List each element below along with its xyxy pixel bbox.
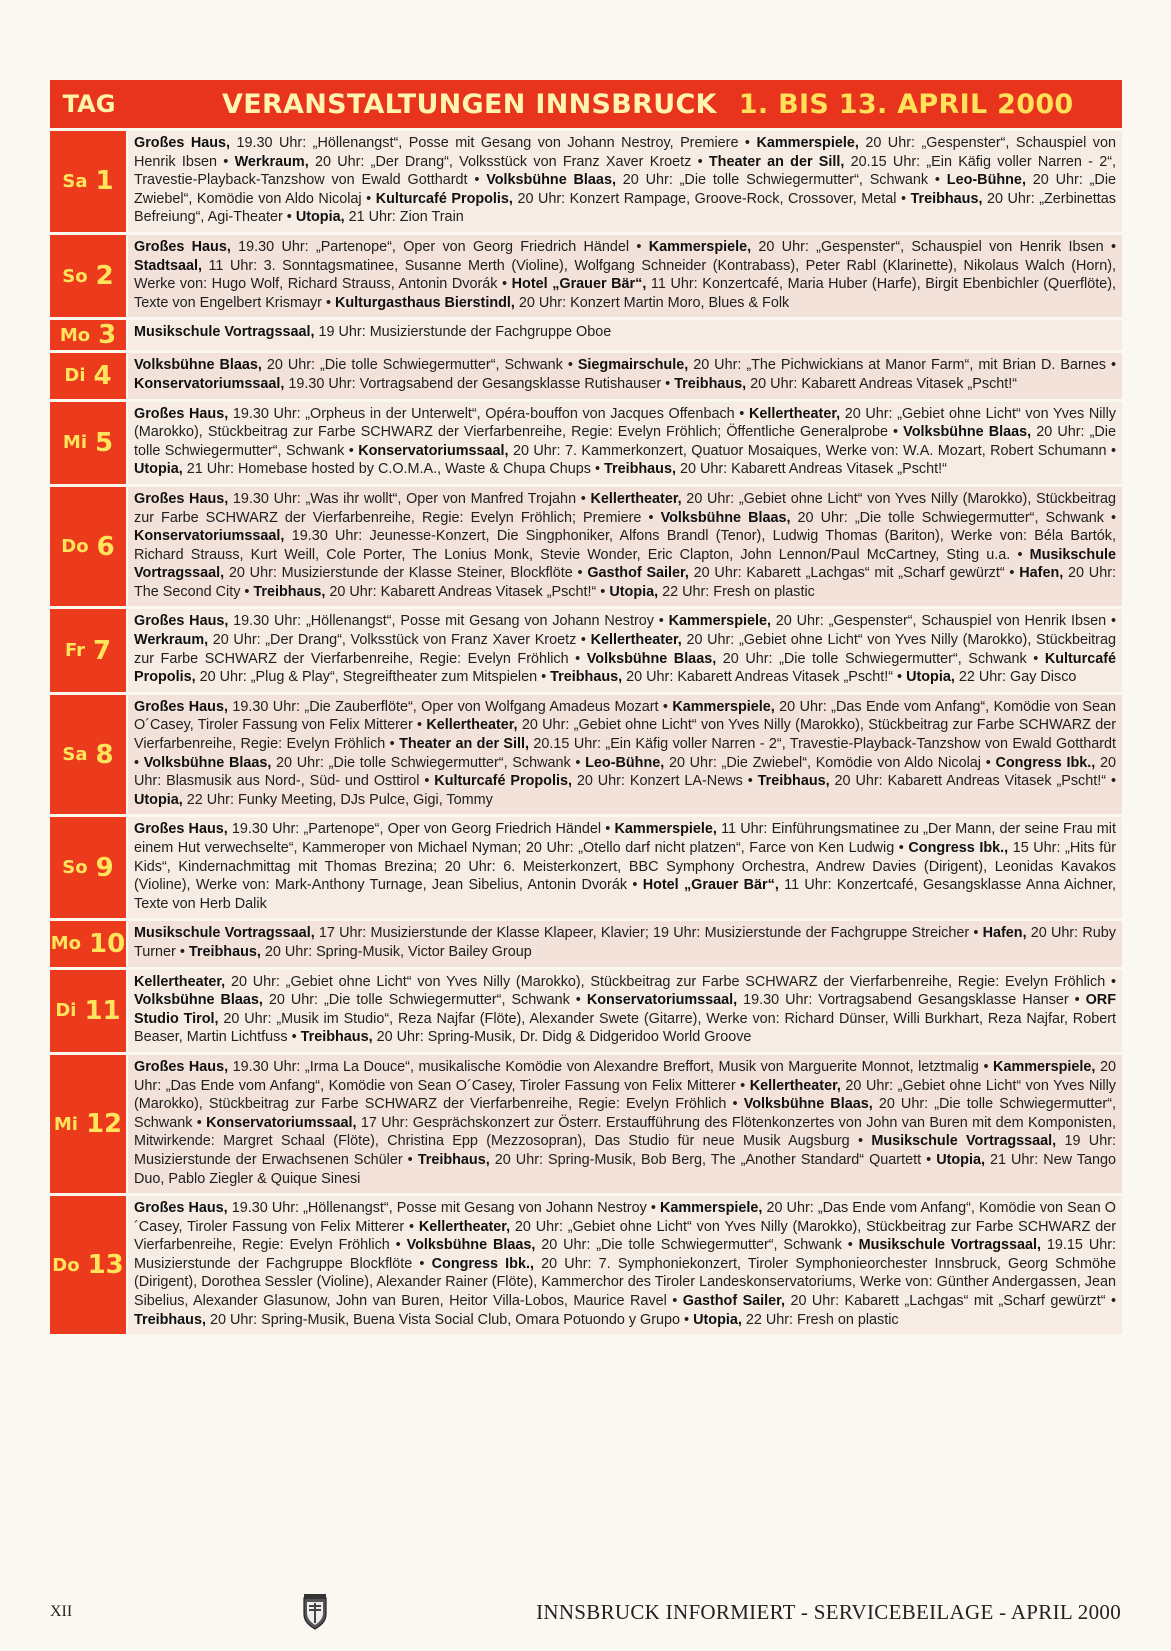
day-number: 8: [95, 739, 114, 770]
venue-name: Utopia,: [906, 669, 955, 686]
event-details: 20 Uhr: Spring-Musik, Victor Bailey Group: [260, 943, 532, 960]
event-details: 20 Uhr: Ruby Turner •: [134, 925, 1116, 960]
event-details: 20 Uhr: 7. Symphoniekonzert, Tiroler Symphonieorchester Innsbruck, Georg Schmöhe (Dirigent), Dorothea Sessler (Violine), Alexander Rainer (Flöte), Kammerchor des Tiroler Landeskonservatoriums, Werke von: Günther Andergassen, Jean Sibelius, Alexander Glasunow, John van Buren, Heitor Villa-Lobos, Maurice Ravel •: [134, 1255, 1116, 1310]
event-details: 20 Uhr: Spring-Musik, Buena Vista Social Club, Omara Potuondo y Grupo •: [205, 1311, 694, 1328]
event-details: 11 Uhr: Einführungsmatinee zu „Der Mann, der seine Frau mit einem Hut verwechselte“, Kammeroper von Michael Nyman; 20 Uhr: „Otello darf nicht platzen“, Farce von Ken Ludwig •: [134, 821, 1116, 856]
venue-name: Gasthof Sailer,: [682, 1293, 785, 1310]
event-details: 20 Uhr: Spring-Musik, Dr. Didg & Didgeridoo World Groove: [372, 1029, 752, 1046]
day-events: [128, 402, 1122, 484]
day-row: [50, 399, 1122, 484]
weekday-label: Di: [55, 1000, 77, 1022]
day-cell: [50, 487, 128, 607]
day-row: [50, 918, 1122, 966]
day-cell: [50, 402, 128, 484]
venue-name: Musikschule Vortragssaal,: [134, 546, 1116, 582]
event-details: 22 Uhr: Gay Disco: [954, 669, 1077, 686]
venue-name: ORF Studio Tirol,: [134, 992, 1116, 1027]
event-details: 22 Uhr: Fresh on plastic: [658, 583, 815, 600]
event-details: 20 Uhr: „Die tolle Schwiegermutter“, Schwank •: [262, 992, 587, 1009]
venue-name: Großes Haus,: [134, 405, 229, 422]
venue-name: Theater an der Sill,: [708, 153, 845, 170]
day-row: [50, 1193, 1122, 1334]
venue-name: Volksbühne Blaas,: [134, 357, 262, 374]
event-details: 20 Uhr: „Gespenster“, Schauspiel von Henrik Ibsen •: [751, 238, 1116, 255]
venue-name: Hotel „Grauer Bär“,: [642, 877, 779, 894]
venue-name: Hafen,: [1019, 565, 1064, 582]
event-details: 21 Uhr: New Tango Duo, Pablo Ziegler & Quique Sinesi: [134, 1151, 1116, 1187]
event-details: 20 Uhr: Kabarett „Lachgas“ mit „Scharf gewürzt“ •: [784, 1293, 1116, 1310]
day-rows: [50, 128, 1122, 1334]
day-events: [128, 1055, 1122, 1193]
venue-name: Volksbühne Blaas,: [660, 509, 791, 526]
venue-name: Kulturcafé Propolis,: [375, 190, 513, 207]
venue-name: Großes Haus,: [134, 1200, 228, 1217]
day-cell: [50, 320, 128, 350]
event-details: 20 Uhr: Spring-Musik, Bob Berg, The „Another Standard“ Quartett •: [489, 1151, 937, 1168]
event-details: 19.30 Uhr: „Partenope“, Oper von Georg Friedrich Händel •: [227, 821, 615, 838]
event-details: 22 Uhr: Funky Meeting, DJs Pulce, Gigi, Tommy: [182, 791, 493, 808]
event-details: 20 Uhr: „Die tolle Schwiegermutter“, Schwank •: [134, 1096, 1116, 1131]
event-details: 20 Uhr: „Die tolle Schwiegermutter“, Schwank •: [790, 509, 1116, 526]
venue-name: Kammerspiele,: [648, 238, 752, 255]
header-date-range: 1. BIS 13. APRIL 2000: [738, 88, 1074, 120]
venue-name: Siegmairschule,: [577, 357, 689, 374]
event-details: 20 Uhr: „Gebiet ohne Licht“ von Yves Nilly (Marokko), Stückbeitrag zur Farbe SCHWARZ der Vierfarbenreihe, Regie: Evelyn Fröhlich •: [134, 632, 1116, 667]
venue-name: Hafen,: [982, 925, 1027, 942]
event-details: 20 Uhr: Kabarett Andreas Vitasek „Pscht!“ •: [325, 583, 610, 600]
event-details: 20 Uhr: „Die tolle Schwiegermutter“, Schwank •: [535, 1237, 859, 1254]
venue-name: Volksbühne Blaas,: [743, 1096, 873, 1113]
event-details: 20 Uhr: „Musik im Studio“, Reza Najfar (Flöte), Alexander Swete (Gitarre), Werke von: Richard Dünser, Willi Burkhart, Reza Najfar, Robert Beaser, Martin Lichtfuss •: [134, 1010, 1116, 1046]
event-details: 20 Uhr: „Das Ende vom Anfang“, Komödie von Sean O´Casey, Tiroler Fassung von Felix Mitterer •: [134, 698, 1116, 734]
venue-name: Treibhaus,: [188, 943, 261, 960]
event-details: 20 Uhr: „Plug & Play“, Stegreiftheater zum Mitspielen •: [195, 669, 551, 686]
event-details: 21 Uhr: Zion Train: [344, 209, 464, 226]
venue-name: Musikschule Vortragssaal,: [858, 1237, 1042, 1254]
day-events: [128, 970, 1122, 1052]
venue-name: Musikschule Vortragssaal,: [134, 324, 315, 341]
event-details: 20 Uhr: Kabarett Andreas Vitasek „Pscht!“ •: [622, 669, 907, 686]
page-footer: [50, 1594, 1121, 1630]
venue-name: Musikschule Vortragssaal,: [134, 925, 315, 942]
event-details: 20 Uhr: Konzert Rampage, Groove-Rock, Crossover, Metal •: [512, 190, 911, 207]
event-details: 20 Uhr: Kabarett Andreas Vitasek „Pscht!“ •: [829, 773, 1116, 790]
event-details: 20 Uhr: „Gespenster“, Schauspiel von Henrik Ibsen •: [770, 613, 1116, 630]
venue-name: Treibhaus,: [550, 669, 623, 686]
event-details: 19.30 Uhr: Vortragsabend der Gesangsklasse Rutishauser •: [284, 375, 675, 392]
day-row: [50, 484, 1122, 607]
day-cell: [50, 921, 128, 966]
day-number: 13: [87, 1250, 124, 1281]
venue-name: Großes Haus,: [134, 135, 231, 151]
venue-name: Utopia,: [134, 791, 183, 808]
venue-name: Konservatoriumssaal,: [358, 442, 509, 459]
venue-name: Großes Haus,: [134, 490, 229, 507]
venue-name: Konservatoriumssaal,: [134, 375, 285, 392]
weekday-label: Sa: [62, 170, 88, 192]
event-details: 20 Uhr: „Die tolle Schwiegermutter“, Schwank •: [271, 754, 586, 771]
event-details: 19.30 Uhr: „Was ihr wollt“, Oper von Manfred Trojahn •: [228, 490, 591, 507]
day-row: [50, 317, 1122, 350]
venue-name: Kellertheater,: [426, 717, 518, 734]
venue-name: Kulturcafé Propolis,: [134, 650, 1116, 686]
venue-name: Utopia,: [693, 1311, 742, 1328]
event-details: 20 Uhr: „Gebiet ohne Licht“ von Yves Nilly (Marokko), Stückbeitrag zur Farbe SCHWARZ der Vierfarbenreihe, Regie: Evelyn Fröhlich •: [134, 1077, 1116, 1113]
venue-name: Volksbühne Blaas,: [586, 650, 717, 667]
venue-name: Kellertheater,: [418, 1218, 511, 1235]
event-details: 17 Uhr: Gesprächskonzert zur Österr. Erstaufführung des Flötenkonzertes von John van Buren mit dem Komponisten, Mitwirkende: Margret Schaal (Flöte), Christina Epp (Mezzosopran), Das Studio für neue Musik Augsburg •: [134, 1114, 1116, 1150]
event-details: 19.30 Uhr: „Orpheus in der Unterwelt“, Opéra-bouffon von Jacques Offenbach •: [228, 405, 749, 422]
venue-name: Theater an der Sill,: [399, 736, 530, 753]
venue-name: Konservatoriumssaal,: [134, 528, 285, 545]
weekday-label: Mo: [50, 933, 82, 955]
event-details: 19.30 Uhr: Vortragsabend Gesangsklasse Hanser •: [737, 992, 1086, 1009]
venue-name: Kellertheater,: [749, 1077, 841, 1094]
venue-name: Treibhaus,: [910, 190, 983, 207]
event-details: 20 Uhr: Musizierstunde der Klasse Steiner, Blockflöte •: [224, 565, 588, 582]
venue-name: Kellertheater,: [590, 490, 682, 507]
event-details: 20 Uhr: „Das Ende vom Anfang“, Komödie von Sean O´Casey, Tiroler Fassung von Felix Mitterer •: [134, 1058, 1116, 1094]
day-events: [128, 320, 1122, 350]
event-details: 20 Uhr: „Gebiet ohne Licht“ von Yves Nilly (Marokko), Stückbeitrag zur Farbe SCHWARZ der Vierfarbenreihe, Regie: Evelyn Fröhlich •: [134, 1218, 1116, 1254]
venue-name: Utopia,: [134, 461, 183, 478]
weekday-label: Mo: [59, 324, 91, 346]
city-crest-icon: [302, 1594, 328, 1630]
day-row: [50, 232, 1122, 317]
venue-name: Volksbühne Blaas,: [143, 754, 272, 771]
day-number: 5: [95, 427, 114, 458]
venue-name: Leo-Bühne,: [946, 172, 1026, 189]
weekday-label: Di: [64, 365, 86, 387]
event-details: 20 Uhr: „Der Drang“, Volksstück von Franz Xaver Kroetz •: [308, 153, 709, 170]
header-title: [128, 89, 1122, 120]
day-events: [128, 487, 1122, 607]
calendar-header: [50, 80, 1122, 128]
day-number: 12: [85, 1109, 123, 1140]
day-cell: [50, 353, 128, 398]
day-row: [50, 1052, 1122, 1193]
venue-name: Kulturcafé Propolis,: [434, 773, 572, 790]
venue-name: Volksbühne Blaas,: [406, 1237, 536, 1254]
day-events: [128, 817, 1122, 918]
venue-name: Utopia,: [295, 209, 345, 226]
day-row: [50, 692, 1122, 815]
day-row: [50, 350, 1122, 398]
day-row: [50, 814, 1122, 918]
weekday-label: Mi: [53, 1113, 78, 1135]
venue-name: Congress Ibk.,: [908, 840, 1009, 856]
venue-name: Hotel „Grauer Bär“,: [511, 276, 647, 293]
venue-name: Kellertheater,: [748, 405, 841, 422]
event-details: 20.15 Uhr: „Ein Käfig voller Narren - 2“, Travestie-Playback-Tanzshow von Ewald Gotthardt •: [134, 736, 1116, 771]
weekday-label: Fr: [64, 640, 85, 662]
day-cell: [50, 1055, 128, 1193]
day-number: 2: [95, 261, 114, 292]
day-events: [128, 1196, 1122, 1334]
venue-name: Stadtsaal,: [134, 257, 202, 274]
venue-name: Großes Haus,: [134, 238, 231, 255]
event-details: 11 Uhr: Konzertcafé, Gesangsklasse Anna Aichner, Texte von Herb Dalik: [134, 877, 1116, 912]
day-cell: [50, 1196, 128, 1334]
venue-name: Kammerspiele,: [672, 698, 775, 715]
venue-name: Treibhaus,: [674, 375, 747, 392]
weekday-label: Mi: [62, 432, 87, 454]
venue-name: Kellertheater,: [134, 973, 226, 990]
day-events: [128, 235, 1122, 317]
venue-name: Volksbühne Blaas,: [903, 424, 1032, 441]
day-cell: [50, 609, 128, 691]
event-details: 20 Uhr: „The Pichwickians at Manor Farm“, mit Brian D. Barnes •: [688, 357, 1117, 374]
day-number: 1: [95, 166, 114, 197]
day-row: [50, 606, 1122, 691]
venue-name: Kammerspiele,: [668, 613, 771, 630]
day-cell: [50, 131, 128, 232]
header-title-text: VERANSTALTUNGEN INNSBRUCK: [222, 88, 717, 120]
venue-name: Utopia,: [609, 583, 659, 600]
day-number: 10: [89, 928, 126, 959]
day-cell: [50, 970, 128, 1052]
weekday-label: Do: [52, 1254, 80, 1276]
venue-name: Treibhaus,: [134, 1311, 206, 1328]
day-row: [50, 967, 1122, 1052]
day-number: 6: [96, 531, 115, 562]
event-details: 19.30 Uhr: „Partenope“, Oper von Georg Friedrich Händel •: [230, 238, 649, 255]
weekday-label: Do: [61, 536, 89, 558]
event-details: 20 Uhr: Konzert Martin Moro, Blues & Folk: [514, 294, 790, 311]
event-details: 20 Uhr: „Gebiet ohne Licht“ von Yves Nilly (Marokko), Stückbeitrag zur Farbe SCHWARZ der Vierfarbenreihe, Regie: Evelyn Fröhlich •: [225, 973, 1116, 990]
event-details: 19.30 Uhr: „Höllenangst“, Posse mit Gesang von Johann Nestroy, Premiere •: [230, 135, 757, 151]
venue-name: Großes Haus,: [134, 698, 228, 715]
event-details: 22 Uhr: Fresh on plastic: [741, 1311, 899, 1328]
venue-name: Leo-Bühne,: [585, 754, 665, 771]
venue-name: Treibhaus,: [300, 1029, 373, 1046]
event-details: 19.30 Uhr: „Die Zauberflöte“, Oper von Wolfgang Amadeus Mozart •: [227, 698, 673, 715]
event-details: 17 Uhr: Musizierstunde der Klasse Klapeer, Klavier; 19 Uhr: Musizierstunde der Fachgruppe Streicher •: [314, 925, 983, 942]
event-details: 20 Uhr: „Gebiet ohne Licht“ von Yves Nilly (Marokko), Stückbeitrag zur Farbe SCHWARZ der Vierfarbenreihe, Regie: Evelyn Fröhlich •: [134, 717, 1117, 753]
weekday-label: So: [62, 857, 88, 879]
day-number: 11: [84, 995, 121, 1026]
venue-name: Utopia,: [936, 1151, 985, 1168]
header-tag: TAG: [62, 90, 116, 118]
event-details: 20 Uhr: „Gebiet ohne Licht“ von Yves Nilly (Marokko), Stückbeitrag zur Farbe SCHWARZ der Vierfarbenreihe, Regie: Evelyn Fröhlich; Öffentliche Generalprobe •: [134, 405, 1116, 441]
day-cell: [50, 817, 128, 918]
venue-name: Großes Haus,: [134, 1058, 229, 1075]
event-details: 20 Uhr: Kabarett Andreas Vitasek „Pscht!“: [746, 375, 1018, 392]
day-cell: [50, 695, 128, 815]
venue-name: Congress Ibk.,: [995, 754, 1096, 771]
venue-name: Treibhaus,: [757, 773, 830, 790]
event-details: 20 Uhr: „Zerbinettas Befreiung“, Agi-Theater •: [134, 190, 1116, 226]
venue-name: Kammerspiele,: [756, 135, 859, 151]
event-details: 19 Uhr: Musizierstunde der Erwachsenen Schüler •: [134, 1133, 1116, 1168]
event-details: 20 Uhr: „Die Zwiebel“, Komödie von Aldo Nicolaj •: [664, 754, 996, 771]
day-number: 4: [93, 360, 112, 391]
event-details: 19.30 Uhr: „Irma La Douce“, musikalische Komödie von Alexandre Breffort, Musik von Marguerite Monnot, letztmalig •: [228, 1058, 994, 1075]
day-events: [128, 353, 1122, 398]
event-details: 20 Uhr: „Die Zwiebel“, Komödie von Aldo Nicolaj •: [134, 172, 1117, 207]
event-details: 20 Uhr: 7. Kammerkonzert, Quatuor Mosaiques, Werke von: W.A. Mozart, Robert Schumann •: [508, 442, 1116, 459]
venue-name: Konservatoriumssaal,: [586, 992, 738, 1009]
venue-name: Werkraum,: [234, 153, 309, 170]
event-details: 20 Uhr: Kabarett „Lachgas“ mit „Scharf gewürzt“ •: [688, 565, 1020, 582]
venue-name: Volksbühne Blaas,: [134, 992, 263, 1009]
event-details: 19.15 Uhr: Musizierstunde der Fachgruppe Blockflöte •: [134, 1237, 1117, 1272]
event-details: 19.30 Uhr: Jeunesse-Konzert, Die Singphoniker, Alfons Brandl (Tenor), Ludwig Thomas (Bariton), Werke von: Béla Bartók, Richard Strauss, Kurt Weill, Cole Porter, The Lonius Monk, Stevie Wonder, Eric Clapton, John Lennon/Paul McCartney, Sting u.a. •: [134, 528, 1116, 563]
event-details: 20.15 Uhr: „Ein Käfig voller Narren - 2“, Travestie-Playback-Tanzshow von Ewald Gotthardt •: [134, 153, 1116, 189]
venue-name: Kellertheater,: [590, 632, 682, 649]
venue-name: Großes Haus,: [134, 821, 228, 838]
event-details: 20 Uhr: „Die tolle Schwiegermutter“, Schwank •: [134, 424, 1116, 459]
weekday-label: Sa: [62, 744, 88, 766]
events-calendar: [50, 80, 1122, 1334]
venue-name: Musikschule Vortragssaal,: [871, 1133, 1057, 1150]
day-number: 9: [95, 852, 114, 883]
event-details: 20 Uhr: „Das Ende vom Anfang“, Komödie von Sean O´Casey, Tiroler Fassung von Felix Mitterer •: [134, 1200, 1116, 1235]
day-events: [128, 695, 1122, 815]
event-details: 15 Uhr: „Hits für Kids“, Kindernachmittag mit Thomas Brezina; 20 Uhr: 6. Meisterkonzert, BBC Symphony Orchestra, Andrew Davies (Dirigent), Leonidas Kavakos (Violine), Werke von: Mark-Anthony Turnage, Jean Sibelius, Antonin Dvorák •: [134, 840, 1116, 894]
venue-name: Kammerspiele,: [993, 1058, 1096, 1075]
event-details: 20 Uhr: „Gebiet ohne Licht“ von Yves Nilly (Marokko), Stückbeitrag zur Farbe SCHWARZ der Vierfarbenreihe, Regie: Evelyn Fröhlich; Premiere •: [134, 490, 1116, 526]
page-number: XII: [50, 1603, 73, 1620]
event-details: 19.30 Uhr: „Höllenangst“, Posse mit Gesang von Johann Nestroy •: [227, 1200, 660, 1217]
venue-name: Konservatoriumssaal,: [206, 1114, 357, 1131]
event-details: 20 Uhr: „Die tolle Schwiegermutter“, Schwank •: [261, 357, 578, 374]
venue-name: Treibhaus,: [417, 1151, 490, 1168]
event-details: 21 Uhr: Homebase hosted by C.O.M.A., Waste & Chupa Chups •: [182, 461, 604, 478]
venue-name: Volksbühne Blaas,: [486, 172, 616, 189]
event-details: 20 Uhr: „Der Drang“, Volksstück von Franz Xaver Kroetz •: [208, 632, 591, 649]
day-events: [128, 609, 1122, 691]
event-details: 19 Uhr: Musizierstunde der Fachgruppe Oboe: [314, 324, 612, 341]
day-number: 7: [92, 635, 112, 666]
event-details: 20 Uhr: „Die tolle Schwiegermutter“, Schwank •: [615, 172, 947, 189]
event-details: 20 Uhr: Blasmusik aus Nord-, Süd- und Osttirol •: [134, 754, 1117, 790]
day-row: [50, 128, 1122, 232]
venue-name: Congress Ibk.,: [431, 1255, 534, 1272]
venue-name: Kammerspiele,: [659, 1200, 763, 1217]
venue-name: Kulturgasthaus Bierstindl,: [335, 294, 515, 311]
venue-name: Großes Haus,: [134, 613, 229, 630]
venue-name: Kammerspiele,: [614, 821, 717, 838]
day-cell: [50, 235, 128, 317]
day-events: [128, 921, 1122, 966]
publication-title: INNSBRUCK INFORMIERT - SERVICEBEILAGE - APRIL 2000: [536, 1599, 1121, 1624]
event-details: 11 Uhr: Konzertcafé, Maria Huber (Harfe), Birgit Ebenbichler (Querflöte), Texte von Engelbert Krismayr •: [134, 276, 1116, 311]
event-details: 20 Uhr: „Gespenster“, Schauspiel von Henrik Ibsen •: [134, 135, 1116, 170]
venue-name: Treibhaus,: [253, 583, 326, 600]
venue-name: Treibhaus,: [604, 461, 676, 478]
event-details: 20 Uhr: The Second City •: [134, 565, 1116, 600]
event-details: 11 Uhr: 3. Sonntagsmatinee, Susanne Merth (Violine), Wolfgang Schneider (Kontrabass), Peter Rabl (Klarinette), Nikolaus Walch (Horn), Werke von: Hugo Wolf, Richard Strauss, Antonin Dvorák •: [134, 257, 1116, 293]
day-events: [128, 131, 1122, 232]
weekday-label: So: [62, 265, 88, 287]
day-number: 3: [98, 320, 117, 351]
venue-name: Gasthof Sailer,: [587, 565, 689, 582]
event-details: 20 Uhr: „Die tolle Schwiegermutter“, Schwank •: [716, 650, 1045, 667]
venue-name: Werkraum,: [134, 632, 209, 649]
event-details: 20 Uhr: Konzert LA-News •: [571, 773, 758, 790]
event-details: 20 Uhr: Kabarett Andreas Vitasek „Pscht!“: [675, 461, 947, 478]
event-details: 19.30 Uhr: „Höllenangst“, Posse mit Gesang von Johann Nestroy •: [228, 613, 669, 630]
